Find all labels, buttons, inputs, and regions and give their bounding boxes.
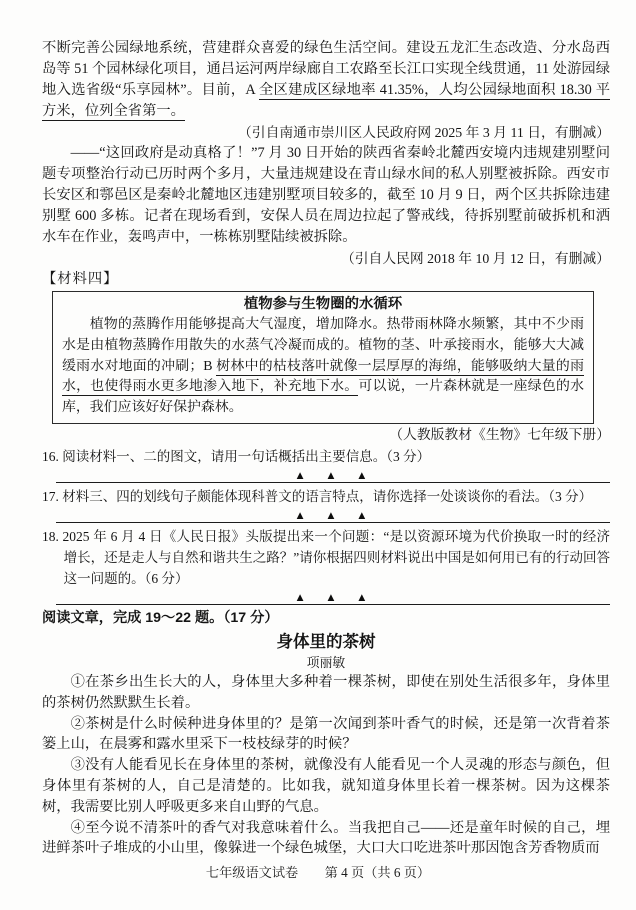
material4-text-post: 可以说，一片森林就是一座绿色的水库，我们应该好好保护森林。 xyxy=(62,379,584,416)
essay-title: 身体里的茶树 xyxy=(276,632,376,651)
material4-underlined-sentence-b: 树林中的枯枝落叶就像一层厚厚的海绵，能够吸纳大量的雨水，也使得雨水更多地渗入地下，补充地下水。 xyxy=(62,358,584,395)
answer-triangle-marks: ▲ ▲ ▲ xyxy=(294,591,372,604)
material4-text-pre: 植物的蒸腾作用能够提高大气湿度，增加降水。热带雨林降水频繁，其中不少雨水是由植物蒸腾作用散失的水蒸气冷凝而成的。植物的茎、叶承接雨水，能够大大减缓雨水对地面的冲刷；B xyxy=(62,317,584,374)
answer-line-q16 xyxy=(56,467,610,483)
answer-line-q17 xyxy=(56,507,610,523)
material3-continued-paragraph xyxy=(42,38,610,122)
page-footer: 七年级语文试卷 第 4 页（共 6 页） xyxy=(205,865,431,880)
material4-label: 【材料四】 xyxy=(42,271,119,287)
material4-citation: （人教版教材《生物》七年级下册） xyxy=(389,426,610,442)
material3-text: 不断完善公园绿地系统，营建群众喜爱的绿色生活空间。建设五龙汇生态改造、分水岛西岛等 51 个园林绿化项目，通吕运河两岸绿廊自工农路至长江口实现全线贯通，11 处游园绿地入选省级“乐享园林”。目前，A xyxy=(42,40,610,98)
essay-paragraph-1: ①在茶乡出生长大的人，身体里大多种着一棵茶树，即使在别处生活很多年，身体里的茶树仍然默默生长着。 xyxy=(42,673,610,711)
material3-underlined-sentence-a: 全区建成区绿地率 41.35%，人均公园绿地面积 18.30 平方米，位列全省第一。 xyxy=(42,82,610,119)
answer-line-q18 xyxy=(56,589,610,605)
reading-section-header: 阅读文章，完成 19～22 题。（17 分） xyxy=(42,609,279,626)
question-16: 16. 阅读材料一、二的图文，请用一句话概括出主要信息。（3 分） xyxy=(42,448,431,464)
material4-box xyxy=(52,291,594,424)
question-18: 18. 2025 年 6 月 4 日《人民日报》头版提出来一个问题：“是以资源环境为代价换取一时的经济增长，还是走人与自然和谐共生之路？”请你根据四则材料说出中国是如何用已有的行动回答这一问题的。（6 分） xyxy=(42,528,610,586)
essay-paragraph-4: ④至今说不清茶叶的香气对我意味着什么。当我把自己——还是童年时候的自己，埋进鲜茶叶子堆成的小山里，像躲进一个绿色城堡，大口大口吃进茶叶那因饱含芳香物质而 xyxy=(42,819,610,857)
material4-box-title: 植物参与生物圈的水循环 xyxy=(243,296,403,312)
essay-author: 项丽敏 xyxy=(306,655,346,670)
question-17: 17. 材料三、四的划线句子颇能体现科普文的语言特点，请你选择一处谈谈你的看法。（3 分） xyxy=(42,488,593,504)
essay-paragraph-2: ②茶树是什么时候种进身体里的？是第一次闻到茶叶香气的时候，还是第一次背着茶篓上山，在晨雾和露水里采下一枝枝绿芽的时候？ xyxy=(42,715,610,753)
answer-triangle-marks: ▲ ▲ ▲ xyxy=(294,469,372,482)
material3-citation-2: （引自人民网 2018 年 10 月 12 日，有删减） xyxy=(340,251,610,266)
essay-paragraph-3: ③没有人能看见长在身体里的茶树，就像没有人能看见一个人灵魂的形态与颜色，但身体里有茶树的人，自己是清楚的。比如我，就知道身体里长着一棵茶树。因为这棵茶树，我需要比别人呼吸更多来自山野的气息。 xyxy=(42,757,610,815)
material3-quote-paragraph: ——“这回政府是动真格了！”7 月 30 日开始的陕西省秦岭北麓西安境内违规建别墅问题专项整治行动已历时两个多月，大量违规建设在青山绿水间的私人别墅被拆除。西安市长安区和鄠邑区是秦岭北麓地区违建别墅项目较多的，截至 10 月 9 日，两个区共拆除违建别墅 600 多栋。记者在现场看到，安保人员在周边拉起了警戒线，待拆别墅前破拆机和洒水车在作业，轰鸣声中，一栋栋别墅陆续被拆除。 xyxy=(42,145,610,245)
answer-triangle-marks: ▲ ▲ ▲ xyxy=(294,509,372,522)
material3-citation-1: （引自南通市崇川区人民政府网 2025 年 3 月 11 日，有删减） xyxy=(237,125,610,140)
material4-body-paragraph xyxy=(62,315,584,419)
